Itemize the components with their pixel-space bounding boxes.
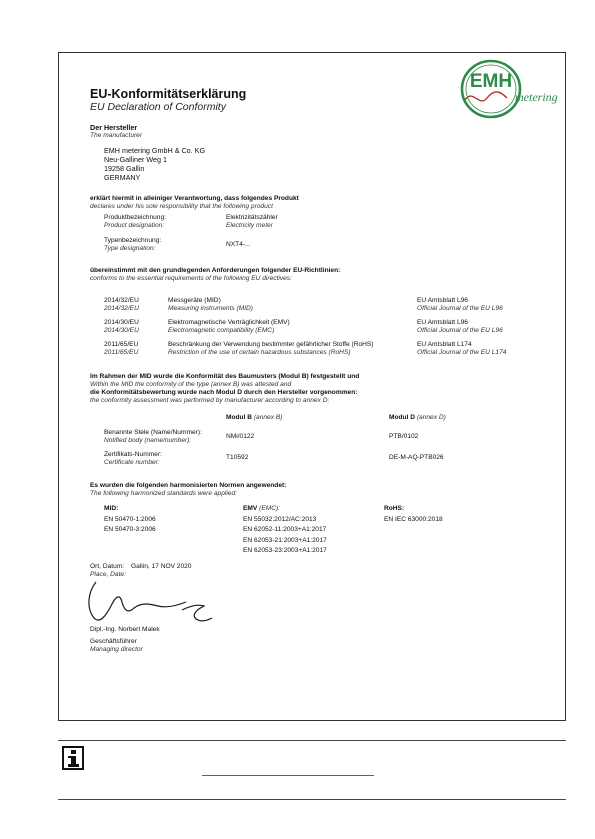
directive-code: 2014/30/EU xyxy=(104,319,139,326)
footer-rule-bottom xyxy=(58,799,566,800)
place-date-value: Gallin, 17 NOV 2020 xyxy=(131,563,192,570)
mid-line2-de: die Konformitätsbewertung wurde nach Modul D durch den Hersteller vorgenommen: xyxy=(90,389,358,396)
standard-item: EN 50470-1:2006 xyxy=(104,516,156,523)
notified-body-d: PTB/0102 xyxy=(389,433,419,440)
notified-body-label-en: Notified body (name/number): xyxy=(104,437,192,444)
type-designation-label-en: Type designation: xyxy=(104,245,156,252)
info-icon xyxy=(62,746,84,770)
declares-en: declares under his sole responsibility that the following product xyxy=(90,203,273,210)
directive-name-en: Measuring instruments (MID) xyxy=(168,305,254,312)
directive-code: 2011/65/EU xyxy=(104,341,139,348)
module-d-head: Modul D xyxy=(389,414,416,421)
standard-item: EN 50470-3:2006 xyxy=(104,526,156,533)
type-designation-value: NXT4-... xyxy=(226,241,251,248)
title-de: EU-Konformitätserklärung xyxy=(90,87,247,101)
directive-name-en: Electromagnetic compatibility (EMC) xyxy=(168,327,275,334)
directive-code: 2014/32/EU xyxy=(104,297,139,304)
standards-emv-head: EMV xyxy=(243,505,258,512)
standard-item: EN 62053-23:2003+A1:2017 xyxy=(243,547,327,554)
certificate-b: T10592 xyxy=(226,454,249,461)
directive-ref-de: EU Amtsblatt L96 xyxy=(417,319,468,326)
footer-rule-top xyxy=(58,740,566,741)
mid-line2-en: the conformity assessment was performed by manufacturer according to annex D: xyxy=(90,397,330,404)
product-designation-label-de: Produktbezeichnung: xyxy=(104,214,166,221)
directive-code-en: 2014/32/EU xyxy=(104,305,139,312)
standards-emv-header xyxy=(243,505,280,513)
standard-item: EN 55032:2012/AC:2013 xyxy=(243,516,317,523)
notified-body-label-de: Benannte Stele (Name/Nummer): xyxy=(104,429,202,436)
product-designation-value-en: Electricity meter xyxy=(226,222,273,229)
emh-metering-logo xyxy=(455,58,558,120)
module-b-header xyxy=(226,414,282,422)
place-label-de: Ort, Datum: xyxy=(90,563,125,570)
logo-sub-text: metering xyxy=(515,90,558,104)
standard-item: EN 62052-11:2003+A1:2017 xyxy=(243,526,327,533)
directive-name-de: Messgeräte (MID) xyxy=(168,297,221,304)
address-line: GERMANY xyxy=(104,173,141,182)
directive-ref-en: Official Journal of the EU L96 xyxy=(417,327,503,334)
directive-ref-de: EU Amtsblatt L96 xyxy=(417,297,468,304)
module-d-annex: (annex D) xyxy=(416,414,446,421)
handwritten-signature xyxy=(86,580,216,628)
module-b-head: Modul B xyxy=(226,414,253,421)
standard-item: EN 62053-21:2003+A1:2017 xyxy=(243,537,327,544)
directive-code-en: 2014/30/EU xyxy=(104,327,139,334)
certificate-d: DE-M-AQ-PTB026 xyxy=(389,454,444,461)
product-designation-value-de: Elektrizitätszähler xyxy=(226,214,278,221)
standards-intro-en: The following harmonized standards were applied: xyxy=(90,490,237,497)
signatory-role-de: Geschäftsführer xyxy=(90,638,137,645)
directive-name-de: Elektromagnetische Verträglichkeit (EMV) xyxy=(168,319,290,326)
type-designation-label-de: Typenbezeichnung: xyxy=(104,237,162,244)
logo-brand-text: EMH xyxy=(469,71,513,92)
signatory-name: Dipl.-Ing. Norbert Malek xyxy=(90,626,160,633)
certificate-label-en: Certificate number: xyxy=(104,459,160,466)
module-b-annex: (annex B) xyxy=(253,414,283,421)
signatory-role-en: Managing director xyxy=(90,646,143,653)
product-designation-label-en: Product designation: xyxy=(104,222,165,229)
address-line: 19258 Gallin xyxy=(104,164,145,173)
standards-mid-head: MID: xyxy=(104,505,119,512)
directive-ref-de: EU Amtsblatt L174 xyxy=(417,341,472,348)
directives-intro-de: übereinstimmt mit den grundlegenden Anforderungen folgender EU-Richtlinien: xyxy=(90,267,341,274)
hyperlink-underline[interactable] xyxy=(202,775,374,776)
title-en: EU Declaration of Conformity xyxy=(90,101,226,113)
directive-code-en: 2011/65/EU xyxy=(104,349,139,356)
notified-body-b: NMi/0122 xyxy=(226,433,255,440)
standards-rohs-head: RoHS: xyxy=(384,505,405,512)
directive-name-de: Beschränkung der Verwendung bestimmter gefährlicher Stoffe (RoHS) xyxy=(168,341,374,348)
address-line: Neu-Galliner Weg 1 xyxy=(104,155,167,164)
directive-ref-en: Official Journal of the EU L174 xyxy=(417,349,507,356)
place-label-en: Place, Date: xyxy=(90,571,126,578)
directives-intro-en: conforms to the essential requirements of the following EU directives: xyxy=(90,275,292,282)
standards-emv-head-en: (EMC): xyxy=(259,505,281,512)
module-d-header xyxy=(389,414,446,422)
address-line: EMH metering GmbH & Co. KG xyxy=(104,146,206,155)
standards-intro-de: Es wurden die folgenden harmonisierten Normen angewendet: xyxy=(90,482,287,489)
standard-item: EN IEC 63000:2018 xyxy=(384,516,443,523)
certificate-label-de: Zertifikats-Nummer: xyxy=(104,451,162,458)
directive-ref-en: Official Journal of the EU L96 xyxy=(417,305,503,312)
manufacturer-label-de: Der Hersteller xyxy=(90,123,138,132)
mid-line1-en: Within the MID the conformity of the type (annex B) was attested and xyxy=(90,381,292,388)
manufacturer-label-en: The manufacturer xyxy=(90,132,143,139)
declares-de: erklärt hiermit in alleiniger Verantwortung, dass folgendes Produkt xyxy=(90,195,299,202)
directive-name-en: Restriction of the use of certain hazardous substances (RoHS) xyxy=(168,349,351,356)
mid-line1-de: Im Rahmen der MID wurde die Konformität des Baumusters (Modul B) festgestellt und xyxy=(90,373,360,380)
